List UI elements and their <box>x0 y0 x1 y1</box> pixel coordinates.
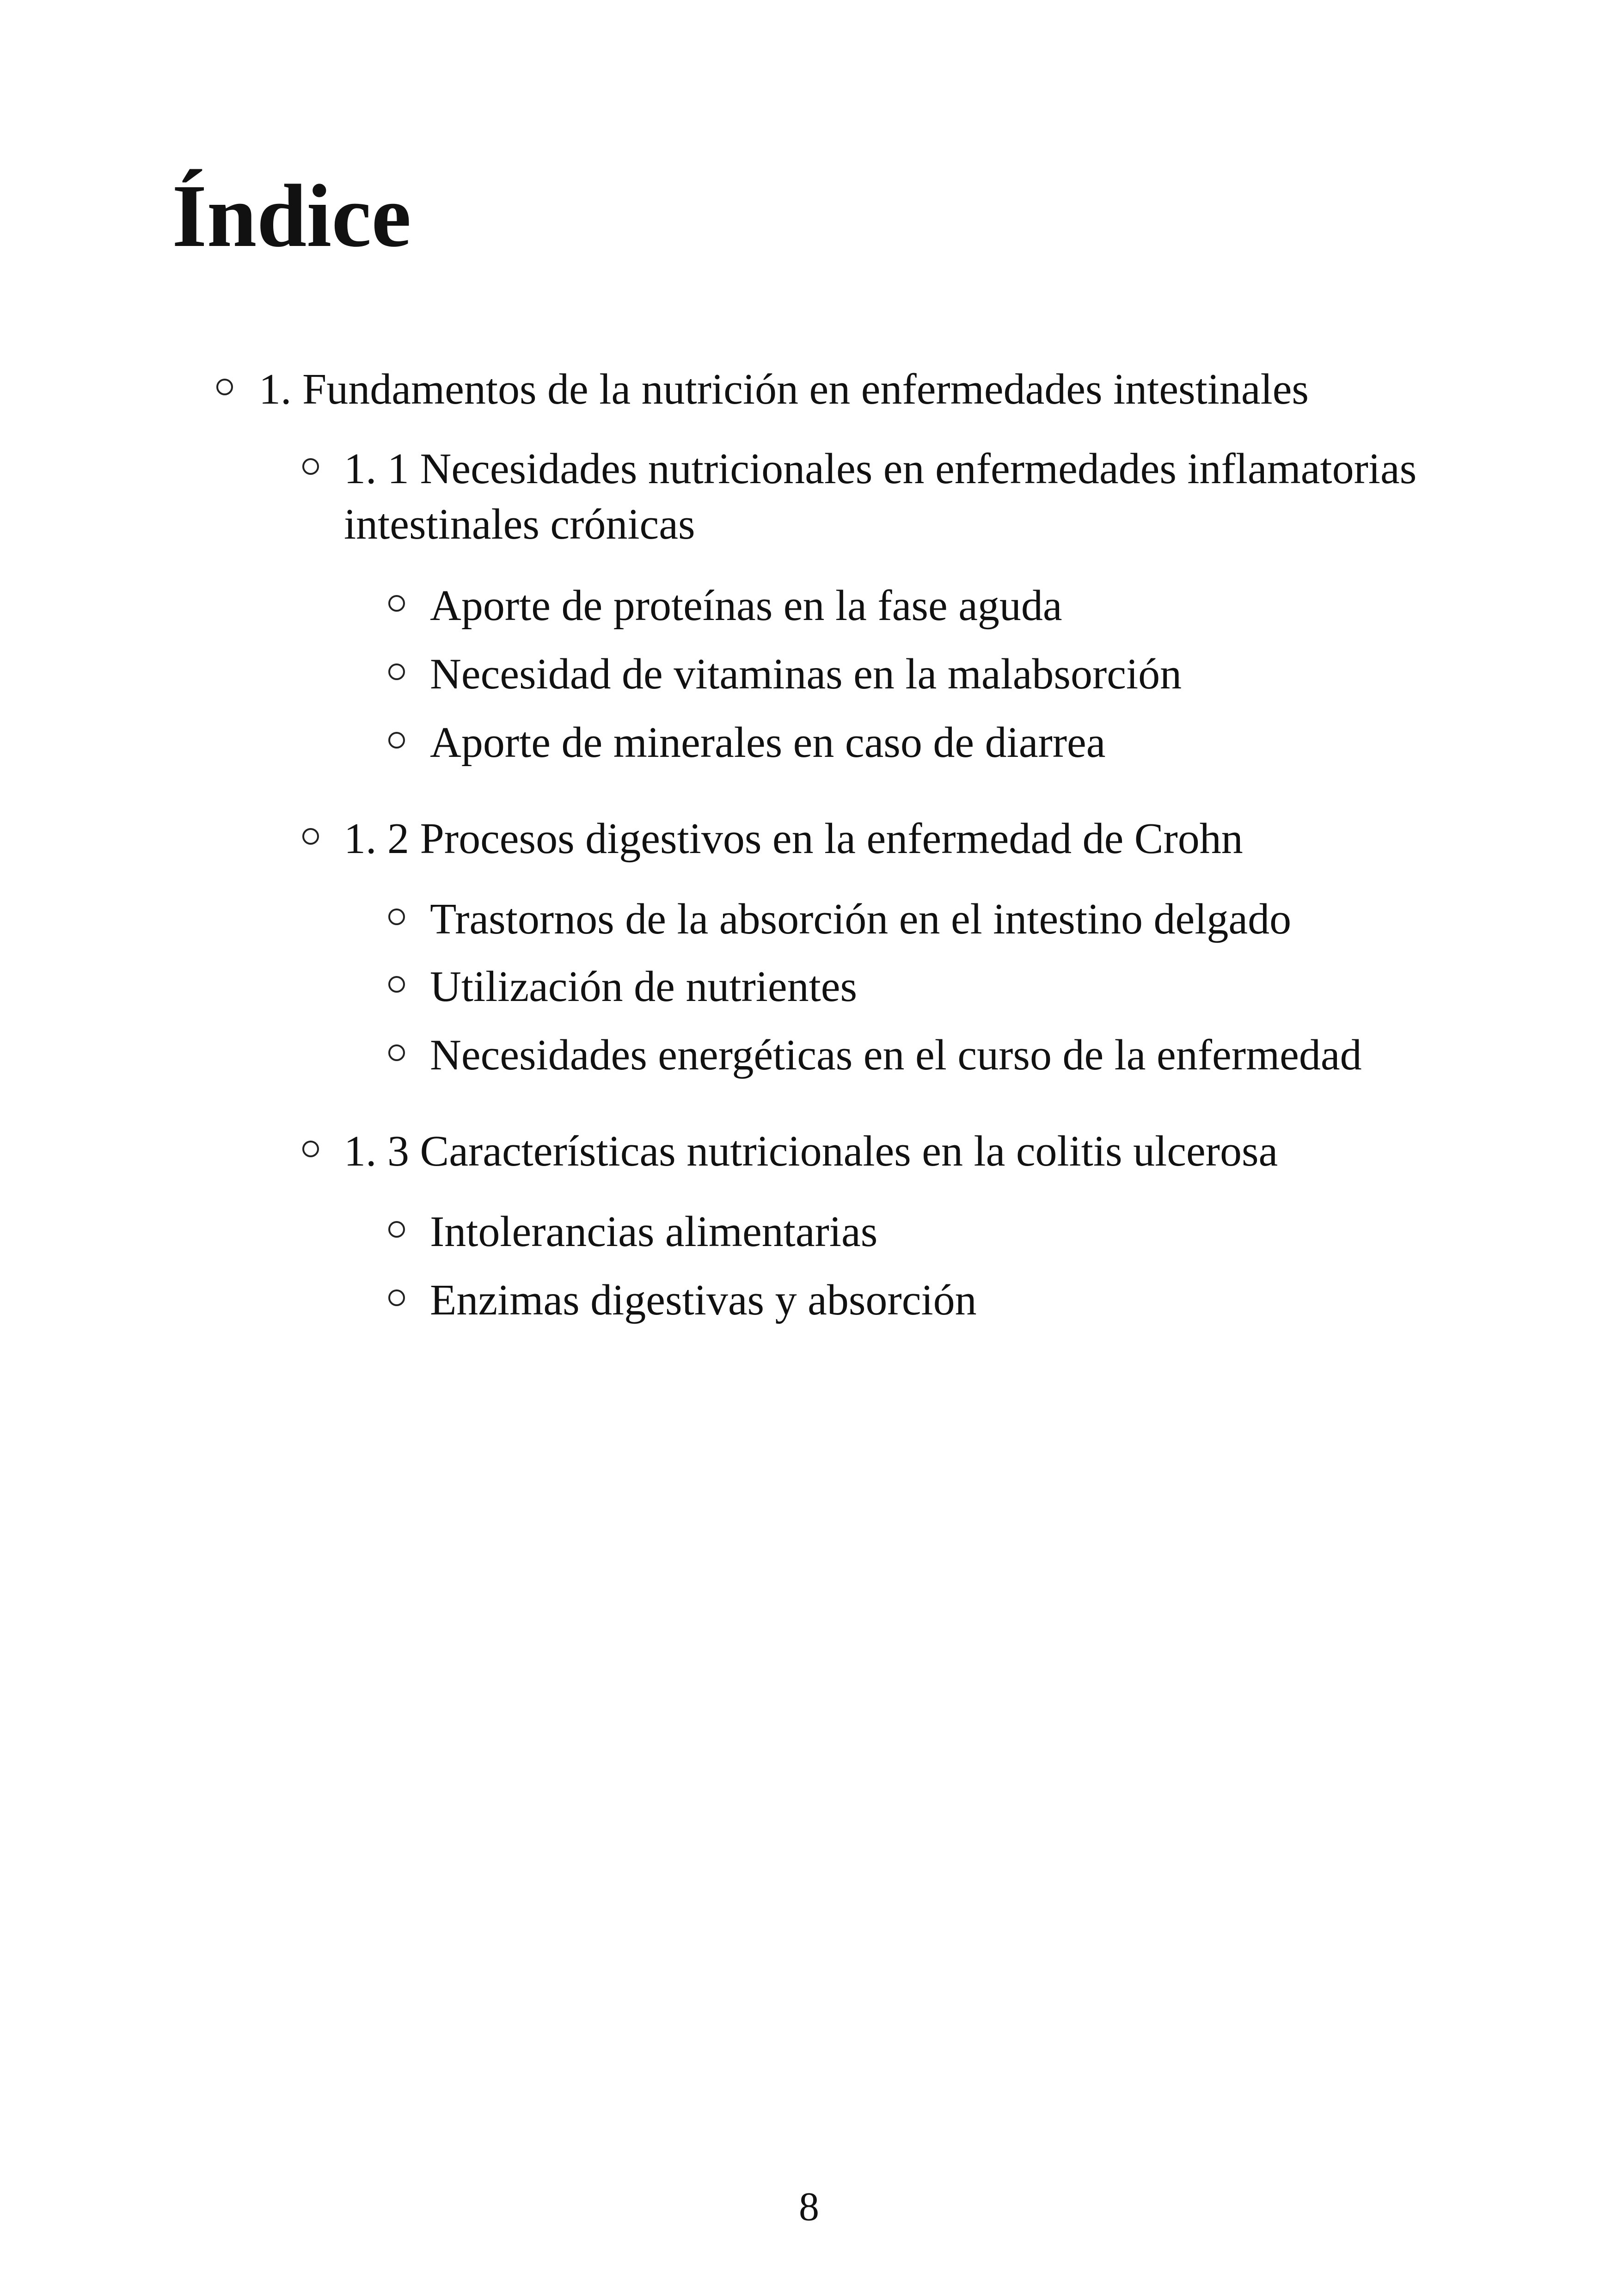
toc-chapter-1-label: 1. Fundamentos de la nutrición en enfermedades intestinales <box>259 365 1309 413</box>
toc-item-1-3-2[interactable] <box>430 1272 1493 1328</box>
toc-section-1-1-label: 1. 1 Necesidades nutricionales en enfermedades inflamatorias intestinales crónicas <box>344 445 1417 548</box>
toc-item-1-2-3[interactable] <box>430 1027 1493 1083</box>
hollow-circle-bullet-icon <box>302 828 319 845</box>
toc-section-1-3[interactable] <box>344 1123 1453 1179</box>
toc-section-1-2[interactable] <box>344 811 1453 866</box>
toc-item-1-2-2[interactable] <box>430 959 1493 1014</box>
toc-item-label: Aporte de proteínas en la fase aguda <box>430 582 1062 630</box>
toc-item-1-2-1[interactable] <box>430 891 1493 947</box>
toc-item-label: Enzimas digestivas y absorción <box>430 1276 977 1324</box>
toc-item-label: Trastornos de la absorción en el intestino delgado <box>430 895 1292 943</box>
hollow-circle-bullet-icon <box>388 909 405 925</box>
toc-item-1-1-2[interactable] <box>430 646 1493 702</box>
toc-item-label: Necesidad de vitaminas en la malabsorción <box>430 650 1182 698</box>
page-number: 8 <box>799 2185 819 2229</box>
hollow-circle-bullet-icon <box>388 976 405 993</box>
toc-item-label: Intolerancias alimentarias <box>430 1208 878 1256</box>
hollow-circle-bullet-icon <box>388 595 405 612</box>
toc-section-1-1[interactable] <box>344 441 1453 552</box>
hollow-circle-bullet-icon <box>388 1221 405 1238</box>
toc-item-label: Necesidades energéticas en el curso de la enfermedad <box>430 1031 1362 1079</box>
hollow-circle-bullet-icon <box>388 1044 405 1061</box>
hollow-circle-bullet-icon <box>388 1289 405 1306</box>
hollow-circle-bullet-icon <box>302 1141 319 1157</box>
hollow-circle-bullet-icon <box>388 663 405 680</box>
hollow-circle-bullet-icon <box>302 458 319 475</box>
toc-item-1-1-1[interactable] <box>430 578 1493 633</box>
toc-section-1-2-label: 1. 2 Procesos digestivos en la enfermedad de Crohn <box>344 815 1243 863</box>
hollow-circle-bullet-icon <box>216 379 233 395</box>
toc-item-label: Aporte de minerales en caso de diarrea <box>430 718 1106 767</box>
toc-item-label: Utilización de nutrientes <box>430 963 858 1011</box>
hollow-circle-bullet-icon <box>388 732 405 749</box>
toc-item-1-1-3[interactable] <box>430 715 1493 770</box>
toc-chapter-1[interactable] <box>259 362 1507 417</box>
page-title: Índice <box>172 166 411 265</box>
toc-item-1-3-1[interactable] <box>430 1204 1493 1259</box>
toc-section-1-3-label: 1. 3 Características nutricionales en la colitis ulcerosa <box>344 1127 1278 1175</box>
